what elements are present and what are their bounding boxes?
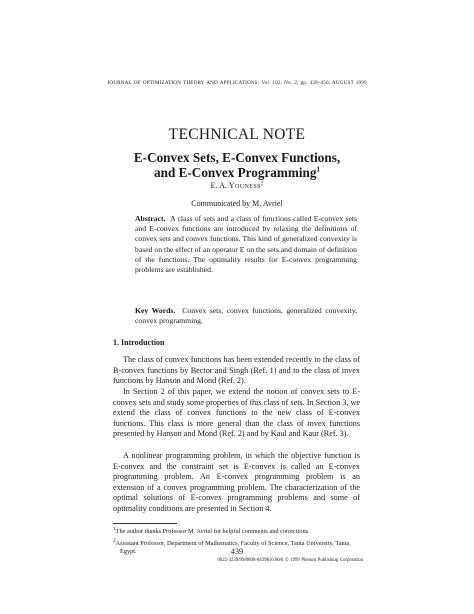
footnote-1-mark: 1 [113, 526, 116, 532]
author-initials: E. A. [210, 181, 227, 190]
intro-paragraph-3: A nonlinear programming problem, in which the objective function is E-convex and the constraint set is E-convex is called an E-convex programming problem. An E-convex programming problem is an extension of a convex programming problem. The characterization of the optimal solutions of E-convex programming problems and some of optimality conditions are presented in Section 4. [113, 451, 360, 513]
footnote-2-text: Assistant Professor, Department of Mathematics, Faculty of Science, Tanta University, Tanta, Egypt. [115, 539, 351, 556]
author-surname: Youness [228, 181, 261, 190]
intro-paragraph-1: The class of convex functions has been extended recently to the class of B-convex functions by Bector and Singh (Ref. 1) and to the class of invex functions by Hanson and Mond (Ref. 2). [113, 355, 360, 386]
intro-paragraph-2: In Section 2 of this paper, we extend the notion of convex sets to E-convex sets and study some properties of this class of sets. In Section 3, we extend the class of convex functions to the new class of E-convex functions. This class is more general than the class of invex functions presented by Hanson and Mond (Ref. 2) and by Kaul and Kaur (Ref. 3). [113, 387, 360, 439]
abstract-text: A class of sets and a class of functions called E-convex sets and E-convex functions are introduced by relaxing the definitions of convex sets and convex functions. This kind of generalized convexity is based on the effect of an operator E on the sets and domain of definition of the functions. The optimality results for E-convex programming problems are established. [135, 214, 357, 275]
paper-title-line-2 [0, 165, 474, 181]
journal-header: JOURNAL OF OPTIMIZATION THEORY AND APPLICATIONS: Vol. 102, No. 2, pp. 439–450, AUGUST 1999 [107, 80, 367, 86]
footnote-rule [113, 523, 177, 524]
abstract-label: Abstract. [135, 214, 166, 223]
keywords-label: Key Words. [135, 306, 176, 315]
paper-title-text: and E-Convex Programming [154, 165, 317, 180]
title-footnote-mark: 1 [316, 165, 320, 174]
keywords [135, 306, 357, 326]
page-number: 439 [230, 547, 244, 556]
paper-title-line-1: E-Convex Sets, E-Convex Functions, [133, 150, 341, 165]
communicated-by: Communicated by M. Avriel [191, 199, 283, 208]
footnote-2-mark: 2 [113, 537, 116, 544]
copyright-line: 0022-3239/99/0800-0439$16.00/0 © 1999 Plenum Publishing Corporation [217, 558, 363, 563]
author-line [0, 181, 474, 190]
keywords-text: Convex sets, convex functions, generalized convexity, convex programming. [135, 306, 357, 326]
author-footnote-mark: 2 [260, 181, 264, 187]
footnote-1-text: The author thanks Professor M. Avriel for helpful comments and corrections. [115, 528, 310, 536]
footnote-1 [113, 525, 363, 537]
technical-note-label: TECHNICAL NOTE [168, 126, 306, 143]
section-heading-introduction: 1. Introduction [113, 338, 165, 347]
abstract [135, 214, 357, 275]
